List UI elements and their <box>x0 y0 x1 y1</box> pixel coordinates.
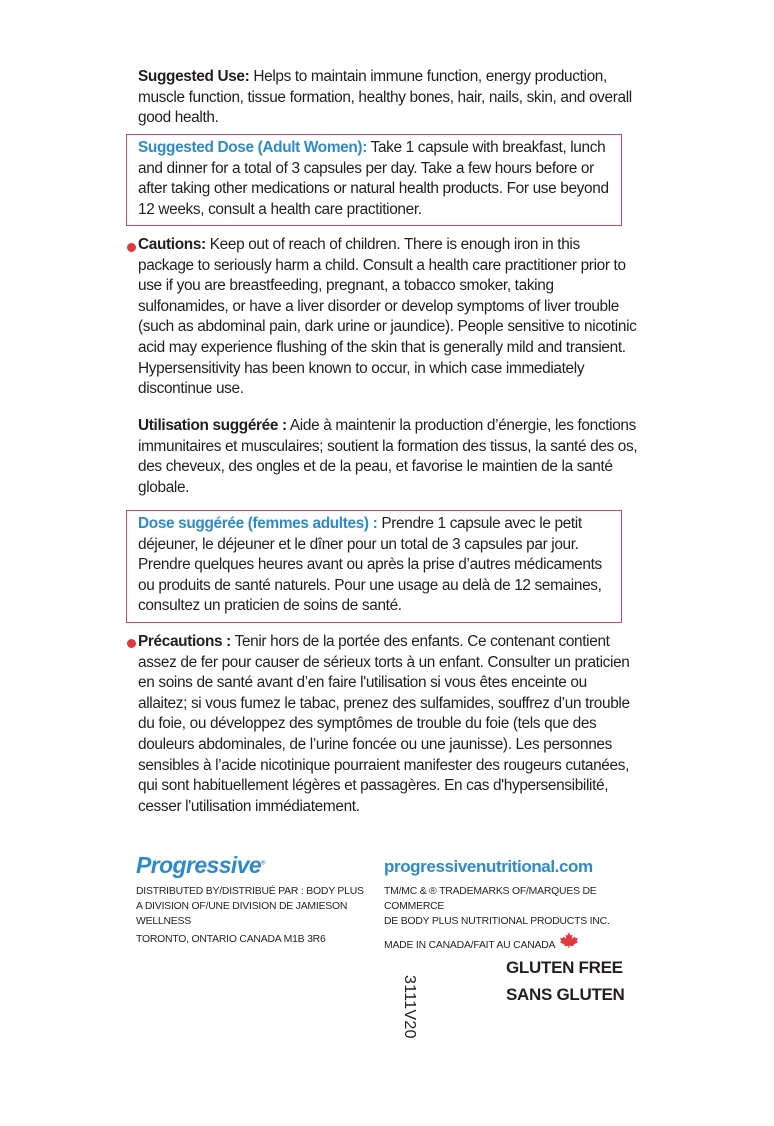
precautions-text: Tenir hors de la portée des enfants. Ce contenant contient assez de fer pour causer de sérieux torts à un enfant. Consulter un praticien en soins de santé avant d’en faire l'utilisation si vous êtes enceinte ou allaitez; si vous fumez le tabac, prenez des sulfamides, souffrez d’un trouble du foie, ou développez des symptômes de trouble du foie (tels que des douleurs abdominales, de l’urine foncée ou une jaunisse). Les personnes sensibles à l’acide nicotinique pourraient manifester des rougeurs cutanées, qui sont habituellement légères et passagères. En cas d'hypersensibilité, cesser l'utilisation immédiatement. <box>138 633 630 815</box>
website-url: progressivenutritional.com <box>384 857 593 876</box>
dose-fr-box <box>126 510 622 623</box>
progressive-logo <box>136 852 265 879</box>
suggested-use-label: Suggested Use: <box>138 68 250 85</box>
cautions-paragraph <box>138 235 638 400</box>
dose-fr-label: Dose suggérée (femmes adultes) : <box>138 515 378 532</box>
brand-name: Progressive <box>136 852 262 878</box>
cautions-label: Cautions: <box>138 236 206 253</box>
maple-leaf-icon <box>559 932 579 951</box>
trademark-line-2: DE BODY PLUS NUTRITIONAL PRODUCTS INC. <box>384 916 610 927</box>
suggested-use-text: Helps to maintain immune function, energy production, muscle function, tissue formation, healthy bones, hair, nails, skin, and overall good health. <box>138 68 632 127</box>
suggested-dose-label: Suggested Dose (Adult Women): <box>138 139 367 156</box>
utilisation-text: Aide à maintenir la production d’énergie, les fonctions immunitaires et musculaires; soutient la formation des tissus, la santé des os, des cheveux, des ongles et de la peau, et favorise le maintien de la santé globale. <box>138 417 638 496</box>
precautions-paragraph <box>138 632 638 817</box>
trademark-line-1: TM/MC & ® TRADEMARKS OF/MARQUES DE COMMERCE <box>384 886 597 912</box>
utilisation-paragraph <box>138 416 638 498</box>
suggested-dose-box <box>126 134 622 226</box>
precautions-bullet-icon <box>127 639 136 648</box>
precautions-label: Précautions : <box>138 633 231 650</box>
cautions-bullet-icon <box>127 243 136 252</box>
dose-fr-text: Prendre 1 capsule avec le petit déjeuner, le déjeuner et le dîner pour un total de 3 capsules par jour. Prendre quelques heures avant ou après la prise d’autres médicaments ou produits de santé naturels. Pour une usage au delà de 12 semaines, consultez un praticien de soins de santé. <box>138 515 602 615</box>
suggested-dose-text: Take 1 capsule with breakfast, lunch and dinner for a total of 3 capsules per day. Take a few hours before or after taking other medications or natural health products. For use beyond 12 weeks, consult a health care practitioner. <box>138 139 609 218</box>
suggested-use-paragraph <box>138 67 638 129</box>
address: TORONTO, ONTARIO CANADA M1B 3R6 <box>136 934 326 945</box>
made-in-canada <box>384 932 646 953</box>
gluten-free-en: GLUTEN FREE <box>506 958 623 977</box>
gluten-free-fr: SANS GLUTEN <box>506 985 625 1004</box>
utilisation-label: Utilisation suggérée : <box>138 417 287 434</box>
lot-code: 3111V20 <box>401 975 418 1039</box>
gluten-free-badge <box>506 954 625 1008</box>
division-of: A DIVISION OF/UNE DIVISION DE JAMIESON WELLNESS <box>136 901 348 927</box>
distributor-info <box>136 884 382 947</box>
made-in-canada-text: MADE IN CANADA/FAIT AU CANADA <box>384 940 556 951</box>
brand-registered-mark: ® <box>261 860 265 867</box>
trademark-info <box>384 884 646 953</box>
cautions-text: Keep out of reach of children. There is enough iron in this package to seriously harm a child. Consult a health care practitioner prior to use if you are breastfeeding, pregnant, a tobacco smoker, taking sulfonamides, or have a liver disorder or develop symptoms of liver trouble (such as abdominal pain, dark urine or jaundice). People sensitive to nicotinic acid may experience flushing of the skin that is generally mild and transient. Hypersensitivity has been known to occur, in which case immediately discontinue use. <box>138 236 637 398</box>
distributed-by: DISTRIBUTED BY/DISTRIBUÉ PAR : BODY PLUS <box>136 886 364 897</box>
